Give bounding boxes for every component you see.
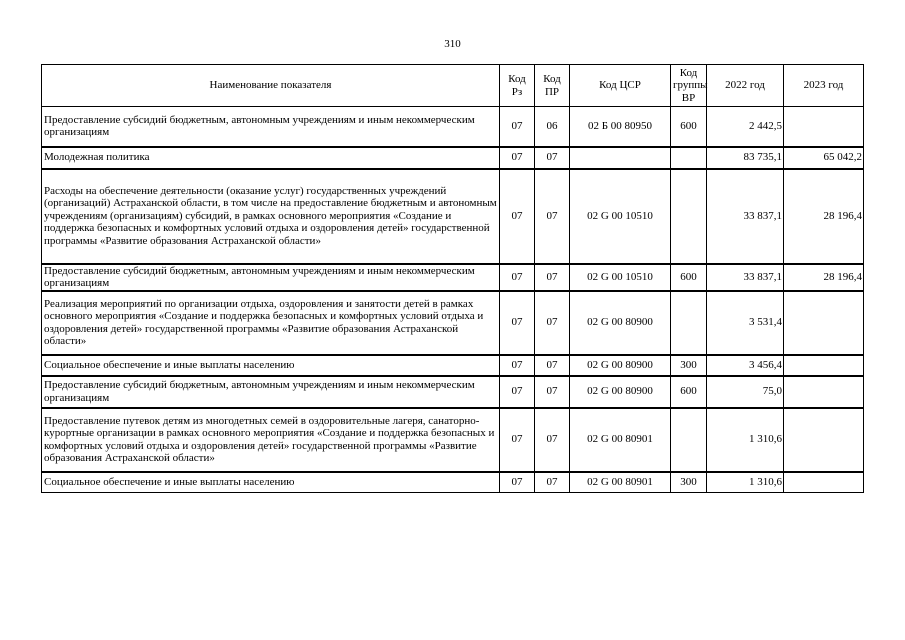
cell-2023: 28 196,4 — [784, 169, 864, 264]
cell-vr: 600 — [671, 376, 707, 408]
cell-2022: 2 442,5 — [707, 107, 784, 147]
header-2023: 2023 год — [784, 65, 864, 107]
cell-name: Молодежная политика — [42, 147, 500, 169]
cell-name: Предоставление путевок детям из многодетных семей в оздоровительные лагеря, санаторно-курортные организации в рамках основного мероприятия «Создание и поддержка безопасных и комфортных условий отдыха и оздоровления детей» государственной программы «Развитие образования Астраханской области» — [42, 408, 500, 472]
cell-csr: 02 G 00 80900 — [570, 291, 671, 355]
cell-vr: 600 — [671, 264, 707, 291]
cell-name: Предоставление субсидий бюджетным, автономным учреждениям и иным некоммерческим организациям — [42, 376, 500, 408]
budget-table — [41, 64, 864, 493]
cell-csr: 02 G 00 80901 — [570, 472, 671, 493]
header-csr: Код ЦСР — [570, 65, 671, 107]
table-row — [42, 264, 864, 291]
table-row — [42, 376, 864, 408]
cell-rz: 07 — [500, 376, 535, 408]
cell-2022: 3 456,4 — [707, 355, 784, 376]
cell-csr: 02 Б 00 80950 — [570, 107, 671, 147]
cell-pr: 07 — [535, 291, 570, 355]
cell-name: Расходы на обеспечение деятельности (оказание услуг) государственных учреждений (организаций) Астраханской области, в том числе на предоставление бюджетным и автономным учреждениям (организациям) субсидий, в рамках основного мероприятия «Создание и поддержка безопасных и комфортных условий отдыха и оздоровления детей» государственной программы «Развитие образования Астраханской области» — [42, 169, 500, 264]
cell-vr — [671, 291, 707, 355]
cell-2023 — [784, 408, 864, 472]
table-row — [42, 408, 864, 472]
cell-pr: 07 — [535, 376, 570, 408]
header-pr: Код ПР — [535, 65, 570, 107]
header-rz: Код Рз — [500, 65, 535, 107]
cell-rz: 07 — [500, 147, 535, 169]
cell-2022: 3 531,4 — [707, 291, 784, 355]
cell-csr: 02 G 00 80900 — [570, 355, 671, 376]
cell-rz: 07 — [500, 408, 535, 472]
cell-csr — [570, 147, 671, 169]
table-header-row — [42, 65, 864, 107]
cell-vr: 300 — [671, 472, 707, 493]
cell-name: Реализация мероприятий по организации отдыха, оздоровления и занятости детей в рамках основного мероприятия «Создание и поддержка безопасных и комфортных условий отдыха и оздоровления детей» государственной программы «Развитие образования Астраханской области» — [42, 291, 500, 355]
cell-pr: 07 — [535, 355, 570, 376]
cell-pr: 07 — [535, 264, 570, 291]
cell-rz: 07 — [500, 472, 535, 493]
header-2022: 2022 год — [707, 65, 784, 107]
cell-2022: 33 837,1 — [707, 264, 784, 291]
table-row — [42, 472, 864, 493]
cell-2022: 33 837,1 — [707, 169, 784, 264]
header-vr: Код группы ВР — [671, 65, 707, 107]
cell-name: Социальное обеспечение и иные выплаты населению — [42, 472, 500, 493]
cell-rz: 07 — [500, 107, 535, 147]
cell-csr: 02 G 00 10510 — [570, 264, 671, 291]
cell-vr — [671, 408, 707, 472]
cell-2022: 1 310,6 — [707, 472, 784, 493]
cell-pr: 07 — [535, 472, 570, 493]
page-number: 310 — [444, 38, 461, 50]
cell-rz: 07 — [500, 291, 535, 355]
cell-2023 — [784, 376, 864, 408]
cell-vr: 600 — [671, 107, 707, 147]
table-row — [42, 147, 864, 169]
cell-2023: 65 042,2 — [784, 147, 864, 169]
cell-2022: 1 310,6 — [707, 408, 784, 472]
cell-csr: 02 G 00 80900 — [570, 376, 671, 408]
cell-pr: 07 — [535, 408, 570, 472]
cell-name: Социальное обеспечение и иные выплаты населению — [42, 355, 500, 376]
cell-vr: 300 — [671, 355, 707, 376]
cell-rz: 07 — [500, 355, 535, 376]
cell-name: Предоставление субсидий бюджетным, автономным учреждениям и иным некоммерческим организациям — [42, 264, 500, 291]
cell-2023 — [784, 291, 864, 355]
table-row — [42, 355, 864, 376]
cell-csr: 02 G 00 10510 — [570, 169, 671, 264]
cell-2023 — [784, 107, 864, 147]
cell-vr — [671, 147, 707, 169]
cell-2023 — [784, 472, 864, 493]
cell-name: Предоставление субсидий бюджетным, автономным учреждениям и иным некоммерческим организациям — [42, 107, 500, 147]
cell-pr: 07 — [535, 147, 570, 169]
cell-pr: 07 — [535, 169, 570, 264]
cell-csr: 02 G 00 80901 — [570, 408, 671, 472]
table-row — [42, 169, 864, 264]
cell-2022: 75,0 — [707, 376, 784, 408]
header-name: Наименование показателя — [42, 65, 500, 107]
cell-2022: 83 735,1 — [707, 147, 784, 169]
cell-2023 — [784, 355, 864, 376]
cell-rz: 07 — [500, 169, 535, 264]
table-row — [42, 107, 864, 147]
cell-pr: 06 — [535, 107, 570, 147]
cell-2023: 28 196,4 — [784, 264, 864, 291]
cell-rz: 07 — [500, 264, 535, 291]
table-row — [42, 291, 864, 355]
cell-vr — [671, 169, 707, 264]
